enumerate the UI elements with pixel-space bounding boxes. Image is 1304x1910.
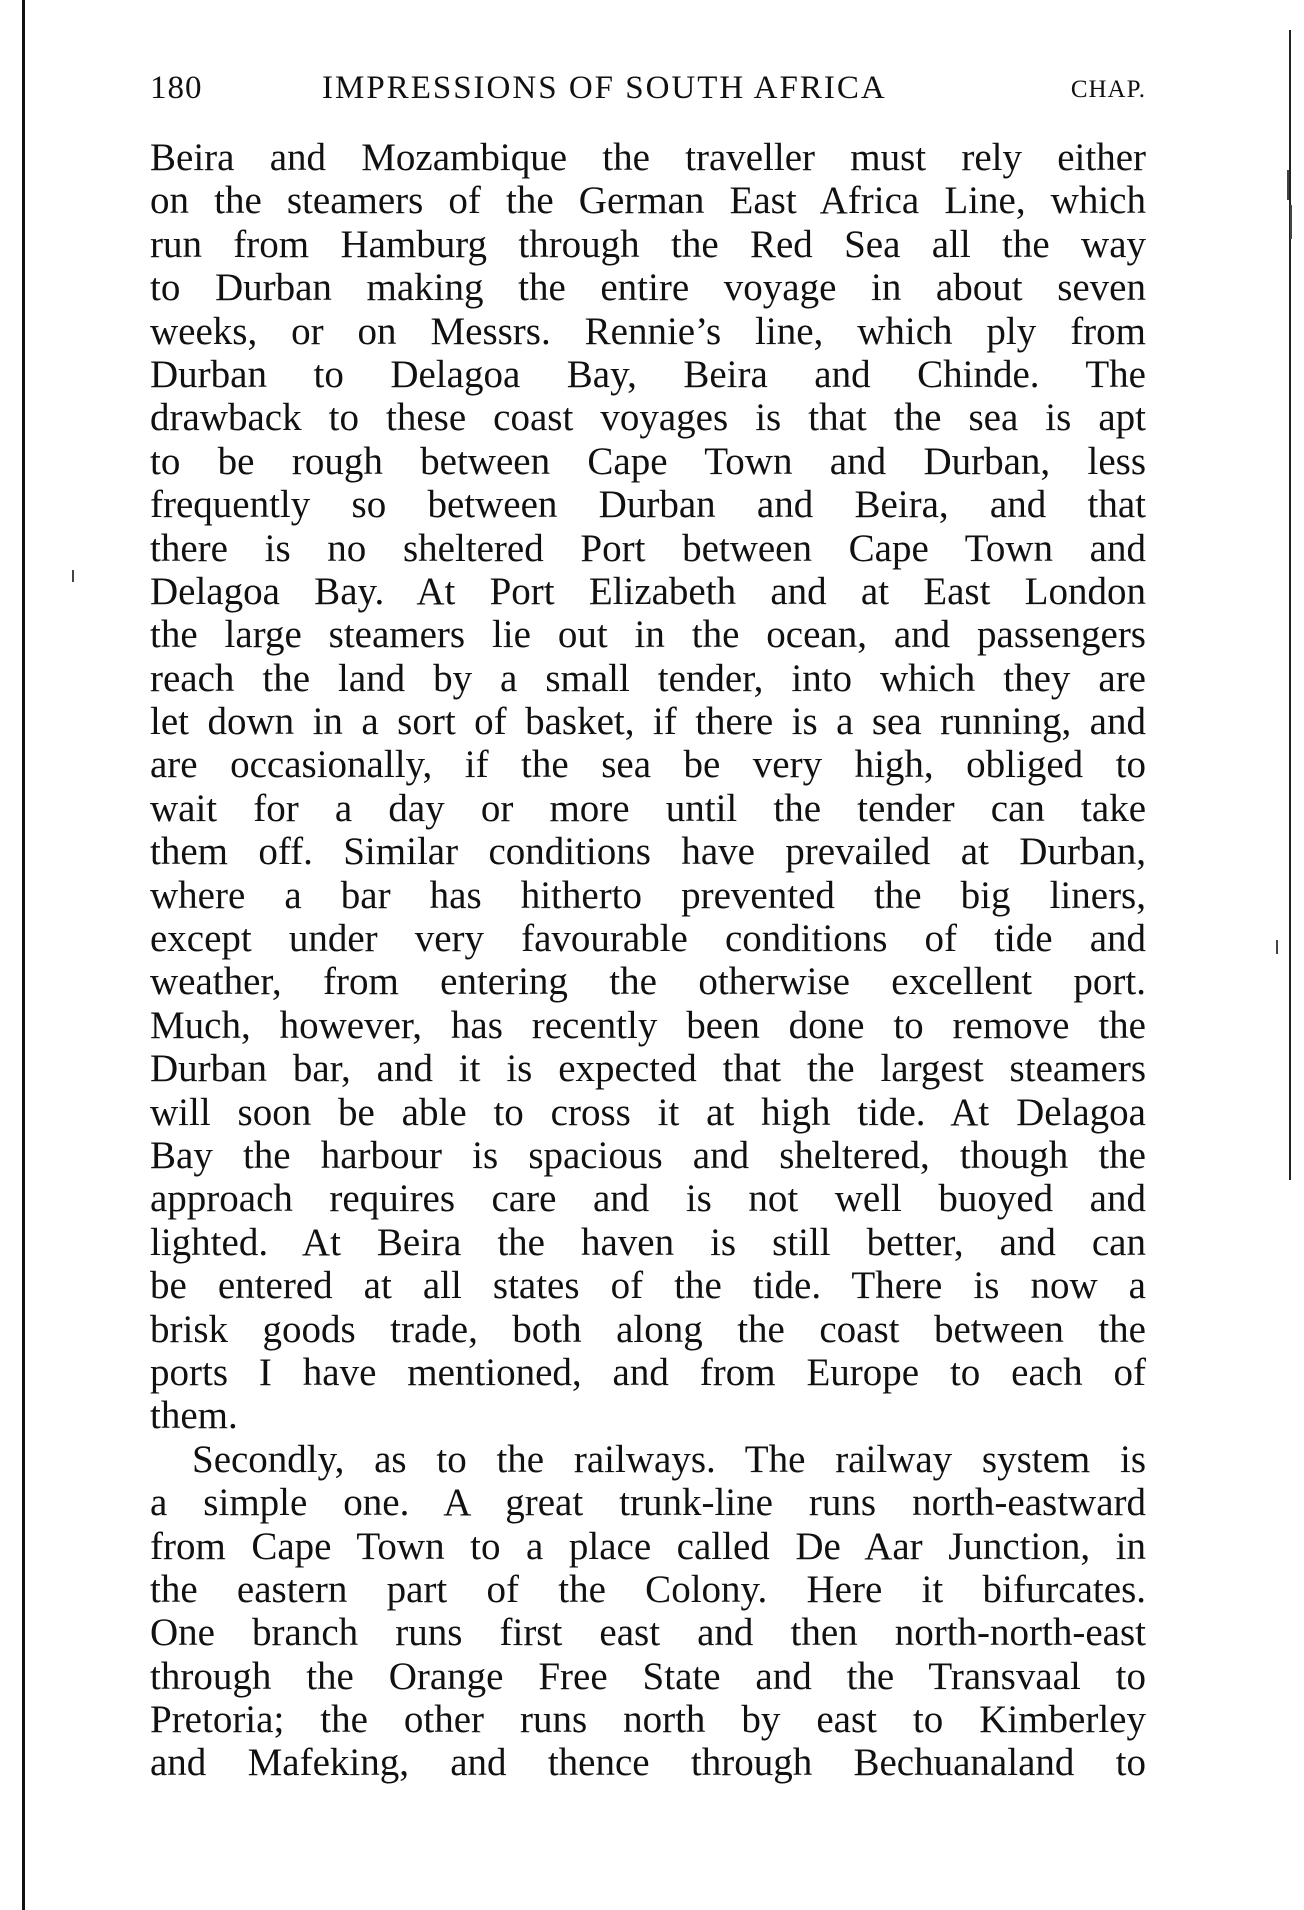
text-line: ports I have mentioned, and from Europe to each of <box>150 1350 1146 1394</box>
text-line: lighted. At Beira the haven is still better, and can <box>150 1220 1146 1264</box>
text-line: are occasionally, if the sea be very high, obliged to <box>150 743 1146 787</box>
text-line: them off. Similar conditions have prevailed at Durban, <box>150 830 1146 874</box>
text-line: Bay the harbour is spacious and sheltered, though the <box>150 1133 1146 1177</box>
text-line: let down in a sort of basket, if there is a sea running, and <box>150 700 1146 744</box>
text-line: and Mafeking, and thence through Bechuanaland to <box>150 1741 1146 1785</box>
chapter-abbrev: CHAP. <box>1070 76 1146 103</box>
paragraph <box>150 136 1146 1438</box>
scan-left-edge <box>22 0 25 1910</box>
text-line: run from Hamburg through the Red Sea all the way <box>150 222 1146 266</box>
scan-mark <box>72 570 74 582</box>
scan-mark <box>1290 205 1292 239</box>
text-line: Durban bar, and it is expected that the largest steamers <box>150 1047 1146 1091</box>
text-line: on the steamers of the German East Africa Line, which <box>150 179 1146 223</box>
text-line: a simple one. A great trunk-line runs north-eastward <box>150 1481 1146 1525</box>
text-line: be entered at all states of the tide. There is now a <box>150 1264 1146 1308</box>
text-line: Secondly, as to the railways. The railway system is <box>192 1437 1146 1481</box>
text-line: weeks, or on Messrs. Rennie’s line, which ply from <box>150 309 1146 353</box>
text-line: weather, from entering the otherwise excellent port. <box>150 960 1146 1004</box>
scan-mark <box>1276 940 1278 954</box>
book-page <box>150 62 1146 1785</box>
running-head <box>150 62 1146 126</box>
running-title: IMPRESSIONS OF SOUTH AFRICA <box>322 70 887 106</box>
text-line: the eastern part of the Colony. Here it bifurcates. <box>150 1567 1146 1611</box>
text-line: Durban to Delagoa Bay, Beira and Chinde. The <box>150 352 1146 396</box>
text-line: reach the land by a small tender, into which they are <box>150 656 1146 700</box>
text-line: frequently so between Durban and Beira, and that <box>150 483 1146 527</box>
text-line: drawback to these coast voyages is that the sea is apt <box>150 396 1146 440</box>
page-number: 180 <box>150 70 203 106</box>
text-line: there is no sheltered Port between Cape Town and <box>150 526 1146 570</box>
text-line: to be rough between Cape Town and Durban, less <box>150 439 1146 483</box>
body-text <box>150 136 1146 1785</box>
text-line: brisk goods trade, both along the coast between the <box>150 1307 1146 1351</box>
text-line: will soon be able to cross it at high tide. At Delagoa <box>150 1090 1146 1134</box>
text-line: from Cape Town to a place called De Aar Junction, in <box>150 1524 1146 1568</box>
scan-right-edge <box>1289 30 1291 1180</box>
text-line: Pretoria; the other runs north by east to Kimberley <box>150 1698 1146 1742</box>
text-line: where a bar has hitherto prevented the big liners, <box>150 873 1146 917</box>
paragraph <box>150 1438 1146 1785</box>
text-line: the large steamers lie out in the ocean, and passengers <box>150 613 1146 657</box>
scan-mark <box>1287 170 1289 200</box>
text-line: approach requires care and is not well buoyed and <box>150 1177 1146 1221</box>
text-line: them. <box>150 1394 238 1438</box>
text-line: to Durban making the entire voyage in about seven <box>150 266 1146 310</box>
text-line: wait for a day or more until the tender can take <box>150 786 1146 830</box>
text-line: Much, however, has recently been done to remove the <box>150 1003 1146 1047</box>
text-line: Beira and Mozambique the traveller must rely either <box>150 136 1146 179</box>
text-line: except under very favourable conditions of tide and <box>150 917 1146 961</box>
text-line: through the Orange Free State and the Transvaal to <box>150 1654 1146 1698</box>
text-line: One branch runs first east and then north-north-east <box>150 1611 1146 1655</box>
text-line: Delagoa Bay. At Port Elizabeth and at East London <box>150 569 1146 613</box>
